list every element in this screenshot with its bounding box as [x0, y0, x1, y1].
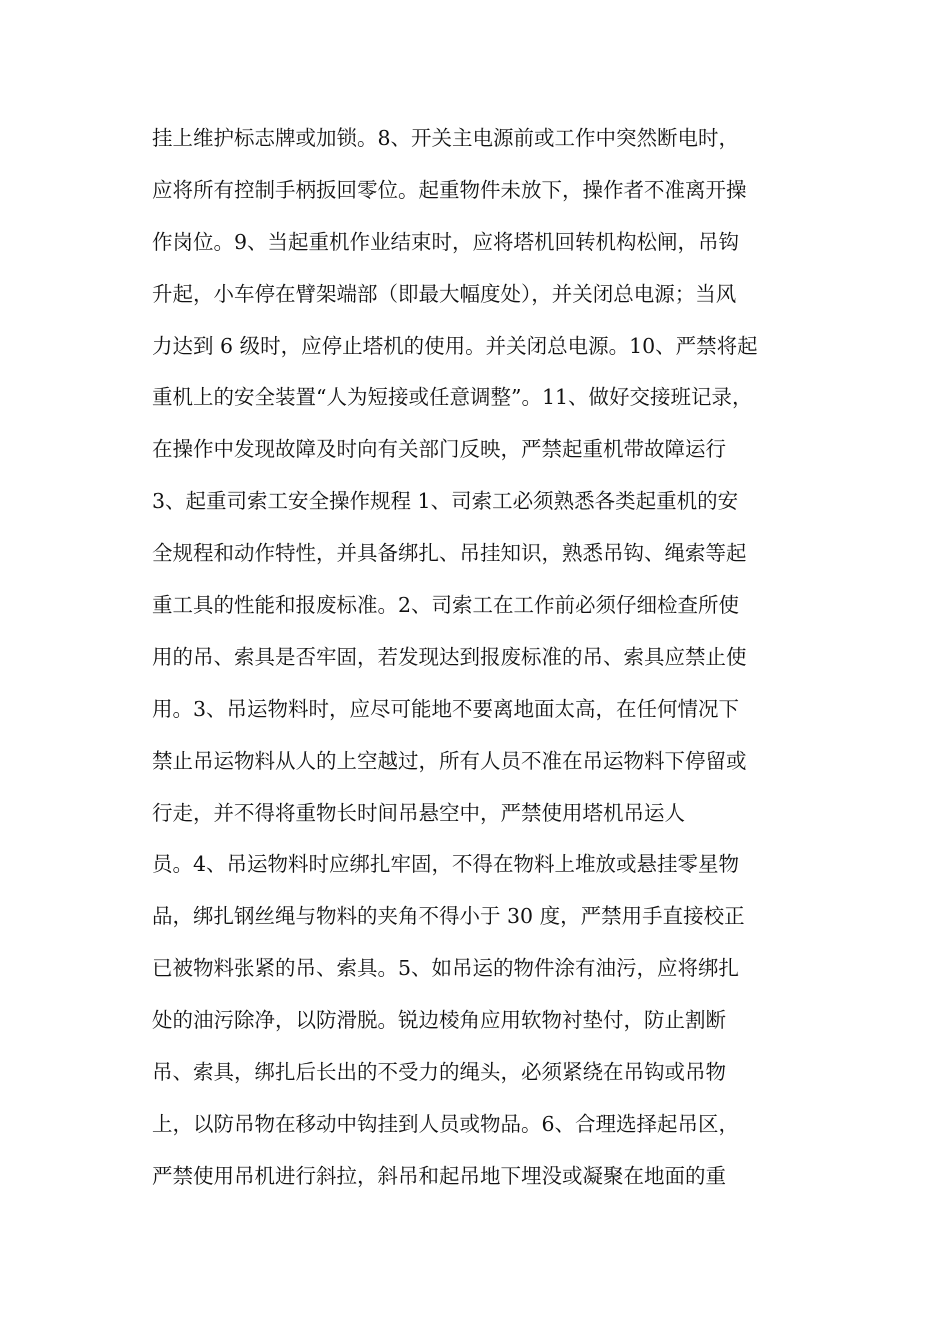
text-line: 品，绑扎钢丝绳与物料的夹角不得小于 30 度，严禁用手直接校正: [152, 904, 745, 929]
text-line: 行走，并不得将重物长时间吊悬空中，严禁使用塔机吊运人: [152, 800, 685, 825]
text-line: 员。4、吊运物料时应绑扎牢固，不得在物料上堆放或悬挂零星物: [152, 852, 740, 877]
text-line: 应将所有控制手柄扳回零位。起重物件未放下，操作者不准离开操: [152, 177, 747, 202]
text-line: 处的油污除净，以防滑脱。锐边棱角应用软物衬垫付，防止割断: [152, 1008, 726, 1033]
text-line: 上，以防吊物在移动中钩挂到人员或物品。6、合理选择起吊区，: [152, 1111, 740, 1136]
text-line: 在操作中发现故障及时向有关部门反映，严禁起重机带故障运行: [152, 437, 726, 462]
text-line: 用。3、吊运物料时，应尽可能地不要离地面太高，在任何情况下: [152, 696, 740, 721]
text-line: 作岗位。9、当起重机作业结束时，应将塔机回转机构松闸，吊钩: [152, 229, 740, 254]
text-line: 重机上的安全装置“人为短接或任意调整”。11、做好交接班记录，: [152, 385, 753, 410]
text-line: 挂上维护标志牌或加锁。8、开关主电源前或工作中突然断电时，: [152, 126, 740, 150]
text-line: 升起，小车停在臂架端部（即最大幅度处），并关闭总电源；当风: [152, 281, 737, 306]
text-line: 全规程和动作特性，并具备绑扎、吊挂知识，熟悉吊钩、绳索等起: [152, 541, 747, 566]
text-line: 吊、索具，绑扎后长出的不受力的绳头，必须紧绕在吊钩或吊物: [152, 1060, 726, 1085]
text-line: 禁止吊运物料从人的上空越过，所有人员不准在吊运物料下停留或: [152, 748, 747, 773]
text-line: 严禁使用吊机进行斜拉，斜吊和起吊地下埋没或凝聚在地面的重: [152, 1163, 726, 1188]
text-line: 力达到 6 级时，应停止塔机的使用。并关闭总电源。10、严禁将起: [152, 333, 758, 358]
text-line: 用的吊、索具是否牢固，若发现达到报废标准的吊、索具应禁止使: [152, 644, 747, 669]
body-text: [152, 118, 812, 1208]
text-line: 已被物料张紧的吊、索具。5、如吊运的物件涂有油污，应将绑扎: [152, 956, 740, 981]
text-line: 重工具的性能和报废标准。2、司索工在工作前必须仔细检查所使: [152, 593, 740, 618]
text-line: 3、起重司索工安全操作规程 1、司索工必须熟悉各类起重机的安: [152, 489, 739, 514]
